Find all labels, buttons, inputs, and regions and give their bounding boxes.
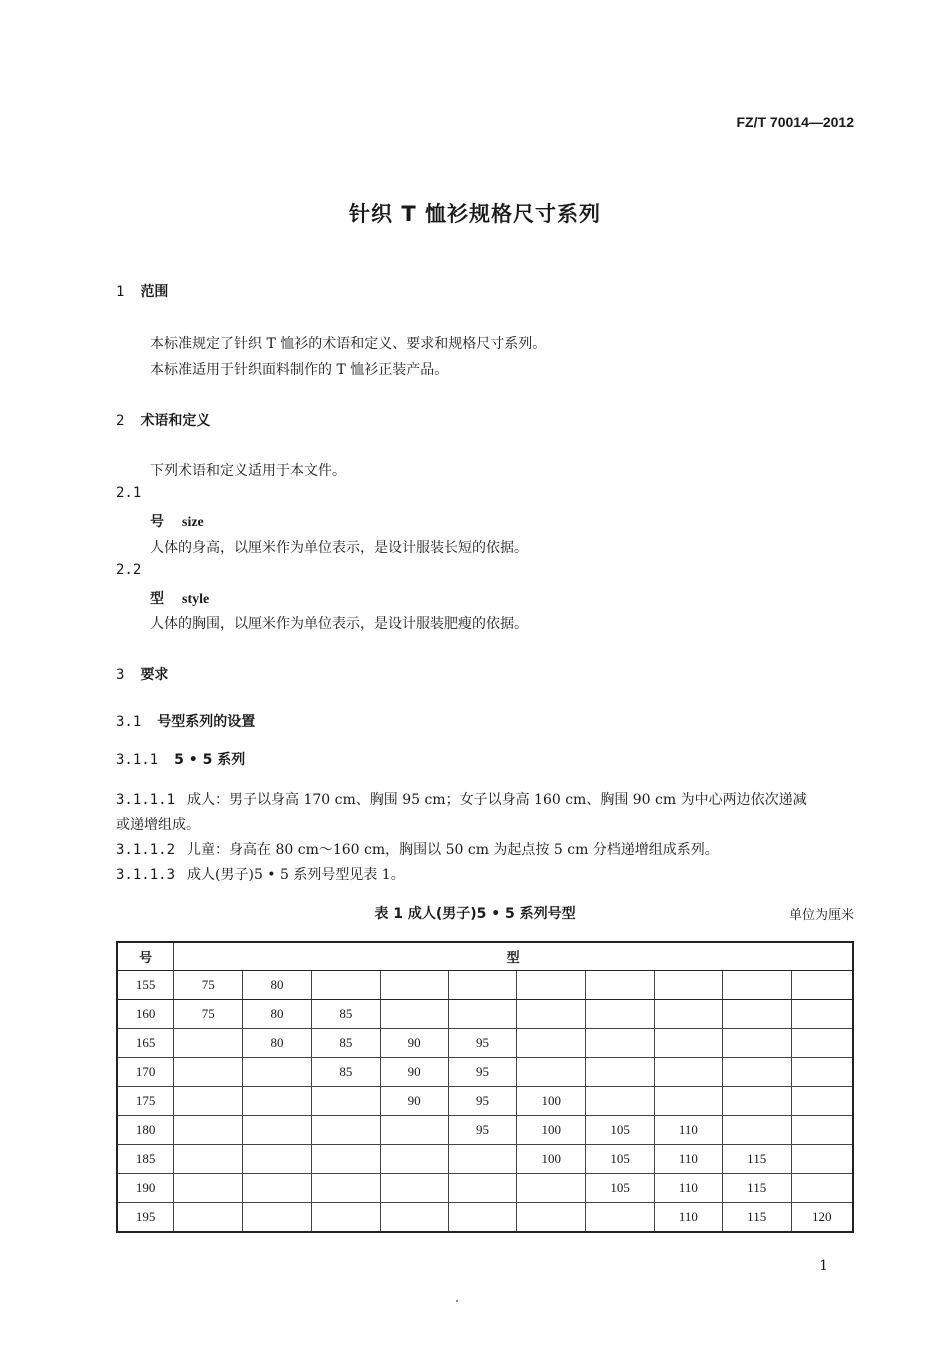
table-cell-xing xyxy=(791,1087,853,1116)
table-cell-xing xyxy=(311,1174,380,1203)
table-cell-xing xyxy=(448,971,517,1000)
table-cell-xing xyxy=(791,1058,853,1087)
table-cell-xing: 75 xyxy=(174,971,243,1000)
section-3-number: 3 xyxy=(116,667,125,683)
table-cell-xing: 120 xyxy=(791,1203,853,1233)
table-cell-xing xyxy=(722,971,791,1000)
table-unit: 单位为厘米 xyxy=(788,908,854,923)
table-cell-xing xyxy=(517,1000,586,1029)
table-cell-xing xyxy=(654,1000,722,1029)
table-cell-xing: 100 xyxy=(517,1116,586,1145)
table-cell-xing xyxy=(380,1145,448,1174)
table-cell-hao: 170 xyxy=(117,1058,174,1087)
table-cell-xing xyxy=(380,1174,448,1203)
table-cell-xing xyxy=(722,1029,791,1058)
table-cell-xing xyxy=(654,971,722,1000)
term-style xyxy=(150,588,209,608)
clause-3-1-1-2-text: 儿童：身高在 80 cm～160 cm，胸围以 50 cm 为起点按 5 cm 分档递增组成系列。 xyxy=(187,842,719,858)
table-cell-xing xyxy=(448,1203,517,1233)
table-caption: 表 1 成人(男子)5 • 5 系列号型 xyxy=(374,906,576,922)
table-cell-xing xyxy=(517,971,586,1000)
table-body xyxy=(117,971,853,1233)
table-cell-xing xyxy=(586,1058,655,1087)
table-cell-xing xyxy=(517,1203,586,1233)
section-3-1-number: 3.1 xyxy=(116,714,142,730)
table-cell-xing xyxy=(448,1145,517,1174)
table-cell-xing: 85 xyxy=(311,1000,380,1029)
table-cell-xing: 85 xyxy=(311,1058,380,1087)
table-cell-xing xyxy=(380,1000,448,1029)
table-cell-xing: 105 xyxy=(586,1174,655,1203)
header-hao: 号 xyxy=(117,942,174,971)
table-cell-xing xyxy=(722,1000,791,1029)
clause-3-1-1-1 xyxy=(116,789,807,809)
table-cell-xing xyxy=(243,1058,312,1087)
table-cell-xing xyxy=(174,1174,243,1203)
table-cell-xing: 100 xyxy=(517,1145,586,1174)
table-cell-xing xyxy=(517,1058,586,1087)
table-cell-xing xyxy=(791,1029,853,1058)
table-cell-xing xyxy=(722,1087,791,1116)
scan-speck xyxy=(456,1300,458,1302)
table-cell-xing xyxy=(243,1145,312,1174)
table-cell-xing xyxy=(654,1087,722,1116)
table-cell-hao: 185 xyxy=(117,1145,174,1174)
term-style-definition: 人体的胸围，以厘米作为单位表示，是设计服装肥瘦的依据。 xyxy=(150,616,528,632)
term-style-en: style xyxy=(182,592,210,607)
section-2-heading xyxy=(116,410,210,430)
table-cell-xing xyxy=(654,1058,722,1087)
table-cell-xing xyxy=(791,971,853,1000)
clause-3-1-1-2 xyxy=(116,839,719,859)
table-cell-xing: 105 xyxy=(586,1116,655,1145)
table-cell-hao: 190 xyxy=(117,1174,174,1203)
table-cell-xing: 115 xyxy=(722,1145,791,1174)
table-row xyxy=(117,1087,853,1116)
table-cell-xing xyxy=(791,1116,853,1145)
table-cell-xing xyxy=(380,971,448,1000)
term-size-en: size xyxy=(182,515,204,530)
header-xing: 型 xyxy=(174,942,853,971)
table-cell-xing: 110 xyxy=(654,1116,722,1145)
table-cell-xing: 115 xyxy=(722,1174,791,1203)
table-cell-xing: 95 xyxy=(448,1087,517,1116)
table-cell-xing xyxy=(174,1116,243,1145)
table-cell-hao: 175 xyxy=(117,1087,174,1116)
table-cell-xing xyxy=(791,1174,853,1203)
table-cell-xing xyxy=(243,1203,312,1233)
table-cell-xing: 90 xyxy=(380,1087,448,1116)
scope-paragraph-1: 本标准规定了针织 T 恤衫的术语和定义、要求和规格尺寸系列。 xyxy=(150,336,547,352)
table-cell-xing: 75 xyxy=(174,1000,243,1029)
table-cell-xing xyxy=(517,1029,586,1058)
table-cell-xing xyxy=(448,1174,517,1203)
clause-3-1-1-3 xyxy=(116,864,405,884)
table-row xyxy=(117,1029,853,1058)
table-row xyxy=(117,1058,853,1087)
clause-3-1-1-3-text: 成人(男子)5 • 5 系列号型见表 1。 xyxy=(187,867,405,883)
table-cell-xing xyxy=(311,1145,380,1174)
table-row xyxy=(117,971,853,1000)
section-1-title: 范围 xyxy=(140,284,169,300)
table-cell-xing: 115 xyxy=(722,1203,791,1233)
table-cell-hao: 180 xyxy=(117,1116,174,1145)
table-cell-xing: 80 xyxy=(243,1000,312,1029)
section-3-1-1-number: 3.1.1 xyxy=(116,752,159,768)
clause-3-1-1-1-text: 成人：男子以身高 170 cm、胸围 95 cm；女子以身高 160 cm、胸围 90 cm 为中心两边依次递减 xyxy=(187,792,807,808)
terms-intro: 下列术语和定义适用于本文件。 xyxy=(150,463,346,479)
section-3-heading xyxy=(116,664,168,684)
size-table xyxy=(116,941,854,1233)
table-cell-xing: 90 xyxy=(380,1029,448,1058)
term-size xyxy=(150,511,204,531)
section-3-1-title: 号型系列的设置 xyxy=(157,714,256,730)
table-cell-xing xyxy=(243,1116,312,1145)
term-size-cn: 号 xyxy=(150,514,164,530)
table-cell-xing xyxy=(380,1116,448,1145)
term-size-definition: 人体的身高，以厘米作为单位表示，是设计服装长短的依据。 xyxy=(150,540,528,556)
table-row xyxy=(117,1203,853,1233)
scope-paragraph-2: 本标准适用于针织面料制作的 T 恤衫正装产品。 xyxy=(150,362,449,378)
table-cell-xing: 110 xyxy=(654,1145,722,1174)
table-cell-xing xyxy=(243,1174,312,1203)
clause-3-1-1-1-number: 3.1.1.1 xyxy=(116,792,176,808)
table-cell-xing: 100 xyxy=(517,1087,586,1116)
table-cell-xing xyxy=(722,1116,791,1145)
table-cell-hao: 160 xyxy=(117,1000,174,1029)
table-cell-xing xyxy=(380,1203,448,1233)
table-cell-xing xyxy=(311,1087,380,1116)
table-cell-xing xyxy=(586,1029,655,1058)
table-cell-xing: 110 xyxy=(654,1174,722,1203)
table-cell-xing: 95 xyxy=(448,1029,517,1058)
table-cell-xing xyxy=(311,1116,380,1145)
clause-3-1-1-2-number: 3.1.1.2 xyxy=(116,842,176,858)
table-row xyxy=(117,1145,853,1174)
table-header-row xyxy=(117,942,853,971)
term-2-2-number: 2.2 xyxy=(116,562,142,578)
table-cell-xing: 85 xyxy=(311,1029,380,1058)
table-cell-xing xyxy=(722,1058,791,1087)
table-row xyxy=(117,1000,853,1029)
section-3-1-heading xyxy=(116,711,255,731)
table-cell-xing xyxy=(791,1145,853,1174)
table-cell-xing xyxy=(311,971,380,1000)
table-cell-xing xyxy=(243,1087,312,1116)
table-cell-xing xyxy=(448,1000,517,1029)
table-cell-xing xyxy=(586,1000,655,1029)
table-cell-xing xyxy=(174,1029,243,1058)
table-cell-xing xyxy=(174,1087,243,1116)
section-1-heading xyxy=(116,281,168,301)
table-row xyxy=(117,1174,853,1203)
table-cell-xing: 110 xyxy=(654,1203,722,1233)
table-cell-xing xyxy=(174,1058,243,1087)
clause-3-1-1-1-continued: 或递增组成。 xyxy=(116,817,200,833)
table-cell-xing: 95 xyxy=(448,1116,517,1145)
table-cell-xing: 95 xyxy=(448,1058,517,1087)
term-style-cn: 型 xyxy=(150,591,164,607)
section-2-title: 术语和定义 xyxy=(140,413,211,429)
table-cell-xing xyxy=(586,1203,655,1233)
table-cell-xing: 90 xyxy=(380,1058,448,1087)
table-cell-xing xyxy=(586,971,655,1000)
table-cell-xing xyxy=(654,1029,722,1058)
table-row xyxy=(117,1116,853,1145)
table-cell-hao: 195 xyxy=(117,1203,174,1233)
table-cell-xing xyxy=(791,1000,853,1029)
table-cell-xing xyxy=(311,1203,380,1233)
table-cell-hao: 155 xyxy=(117,971,174,1000)
section-3-title: 要求 xyxy=(140,667,169,683)
page-number: 1 xyxy=(819,1258,828,1274)
table-cell-xing xyxy=(517,1174,586,1203)
clause-3-1-1-3-number: 3.1.1.3 xyxy=(116,867,176,883)
table-cell-xing xyxy=(174,1203,243,1233)
section-3-1-1-title: 5 • 5 系列 xyxy=(174,752,246,768)
table-cell-xing: 105 xyxy=(586,1145,655,1174)
table-cell-hao: 165 xyxy=(117,1029,174,1058)
section-1-number: 1 xyxy=(116,284,125,300)
section-3-1-1-heading xyxy=(116,749,245,769)
term-2-1-number: 2.1 xyxy=(116,485,142,501)
section-2-number: 2 xyxy=(116,413,125,429)
table-cell-xing xyxy=(586,1087,655,1116)
document-title: 针织 T 恤衫规格尺寸系列 xyxy=(349,202,601,226)
table-cell-xing: 80 xyxy=(243,971,312,1000)
table-cell-xing xyxy=(174,1145,243,1174)
table-cell-xing: 80 xyxy=(243,1029,312,1058)
standard-number: FZ/T 70014—2012 xyxy=(736,114,854,130)
